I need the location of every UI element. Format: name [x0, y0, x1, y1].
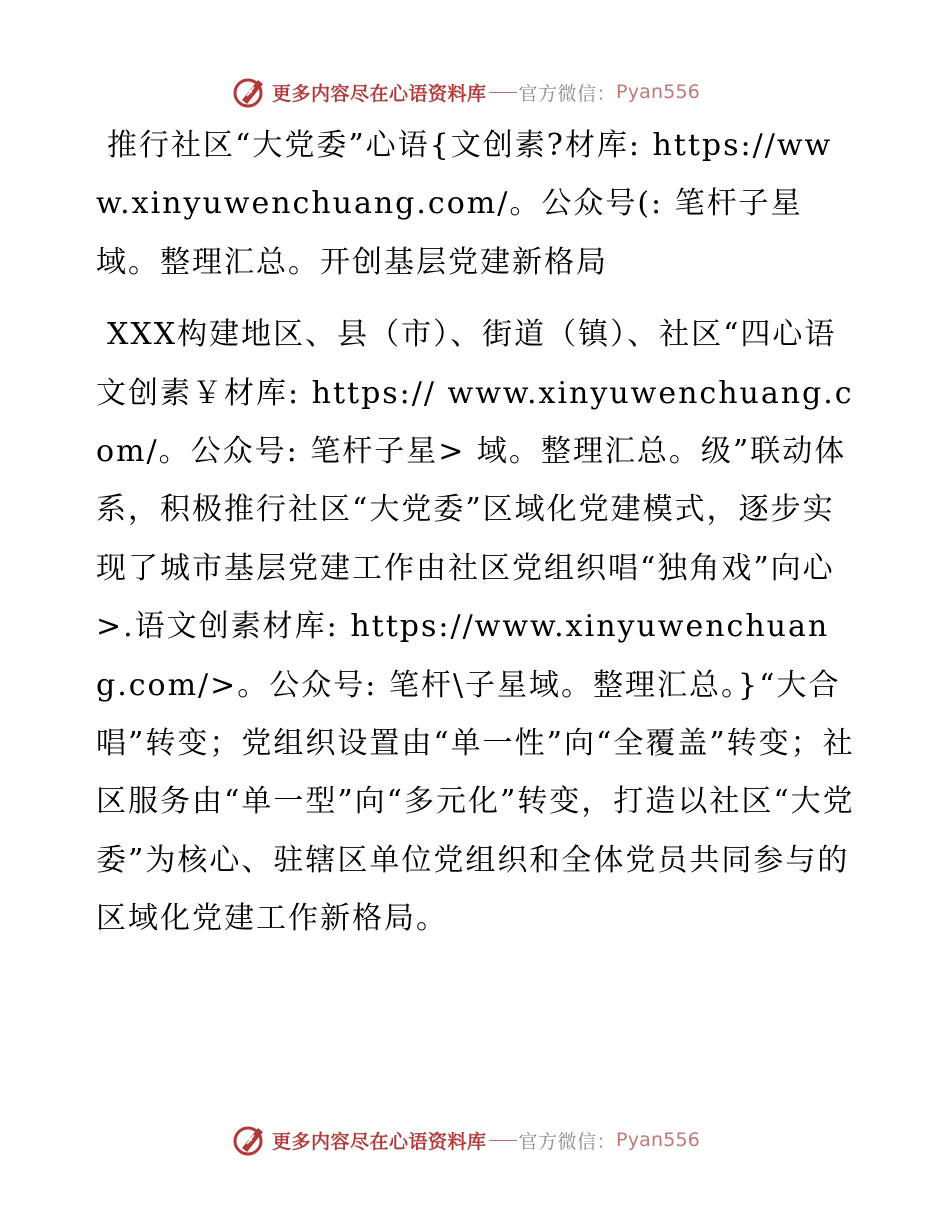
- pen-nib-logo-icon: [232, 1122, 268, 1158]
- header-banner: [232, 72, 700, 112]
- banner-wechat-id: Pyan556: [616, 1129, 701, 1151]
- footer-banner: [232, 1120, 700, 1160]
- banner-label: 官方微信：: [518, 82, 617, 105]
- banner-separator: [489, 92, 517, 93]
- paragraph-2: XXX构建地区、县（市）、街道（镇）、社区“四心语文创素￥材库: https:// www.xinyuwenchuang.com/。公众号: 笔杆子星> 域。整理汇总。级”联动体系，积极推行社区“大党委”区域化党建模式，逐步实现了城市基层党建工作由社区党组织唱“独角戏”向心>.语文创素材库: https://www.xinyuwenchuang.com/>。公众号: 笔杆\子星域。整理汇总。}“大合唱”转变；党组织设置由“单一性”向“全覆盖”转变；社区服务由“单一型”向“多元化”转变，打造以社区“大党委”为核心、驻辖区单位党组织和全体党员共同参与的区域化党建工作新格局。: [96, 317, 855, 937]
- banner-label: 官方微信：: [518, 1130, 617, 1153]
- paragraph-1: 推行社区“大党委”心语{文创素?材库: https://www.xinyuwenchuang.com/。公众号(: 笔杆子星域。整理汇总。开创基层党建新格局: [96, 128, 833, 280]
- banner-wechat-id: Pyan556: [616, 81, 701, 103]
- banner-slogan: 更多内容尽在心语资料库: [272, 1130, 487, 1153]
- banner-separator: [489, 1140, 517, 1141]
- banner-slogan: 更多内容尽在心语资料库: [272, 82, 487, 105]
- document-body: [96, 117, 856, 949]
- pen-nib-logo-icon: [232, 74, 268, 110]
